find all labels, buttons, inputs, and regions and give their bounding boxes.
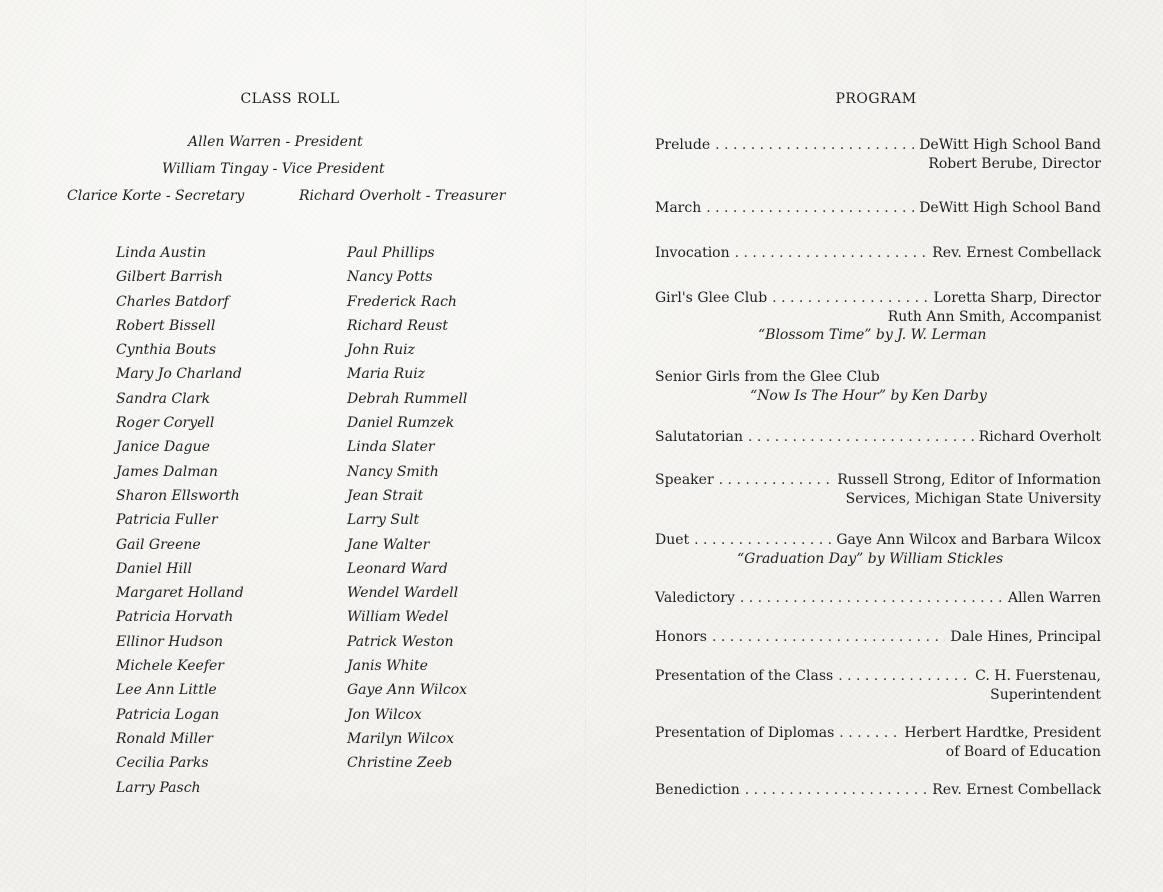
dot-leader bbox=[706, 199, 914, 218]
program-item-value: Gaye Ann Wilcox and Barbara Wilcox bbox=[836, 532, 1101, 548]
student-name: Janis White bbox=[347, 658, 428, 675]
student-name: Larry Sult bbox=[347, 512, 420, 529]
program-item-value: Loretta Sharp, Director bbox=[933, 290, 1101, 306]
dot-leader bbox=[772, 289, 928, 308]
program-item-song: “Now Is The Hour” by Ken Darby bbox=[750, 387, 987, 404]
student-name: Margaret Holland bbox=[116, 585, 244, 602]
program-item-value: DeWitt High School Band bbox=[919, 200, 1101, 216]
class-roll-heading: CLASS ROLL bbox=[240, 91, 340, 107]
program-item-presentation-diplomas bbox=[655, 724, 1101, 761]
student-name: Roger Coryell bbox=[116, 415, 215, 432]
program-item-extra: Ruth Ann Smith, Accompanist bbox=[887, 308, 1101, 325]
dot-leader bbox=[715, 136, 914, 155]
program-item-extra: Superintendent bbox=[990, 686, 1101, 703]
student-name: Jon Wilcox bbox=[347, 706, 422, 723]
student-name: James Dalman bbox=[116, 463, 218, 480]
page-fold bbox=[585, 0, 587, 892]
student-name: Charles Batdorf bbox=[116, 293, 229, 310]
program-item-value: DeWitt High School Band bbox=[919, 137, 1101, 153]
officer-treasurer: Richard Overholt - Treasurer bbox=[299, 188, 506, 204]
dot-leader bbox=[735, 244, 928, 263]
student-name: Daniel Rumzek bbox=[347, 415, 455, 432]
program-item-song: “Graduation Day” by William Stickles bbox=[737, 550, 1004, 567]
officer-vice-president: William Tingay - Vice President bbox=[162, 161, 385, 177]
student-name: Patricia Horvath bbox=[116, 609, 234, 626]
student-name: Cynthia Bouts bbox=[116, 342, 217, 359]
student-name: Christine Zeeb bbox=[347, 755, 453, 772]
dot-leader bbox=[748, 428, 974, 447]
student-name: Paul Phillips bbox=[347, 245, 435, 261]
class-roll-column-1 bbox=[116, 241, 244, 800]
dot-leader bbox=[712, 628, 945, 647]
program-item-prelude bbox=[655, 136, 1101, 173]
dot-leader bbox=[694, 531, 831, 550]
student-name: Larry Pasch bbox=[116, 779, 201, 796]
student-name: Ellinor Hudson bbox=[116, 633, 224, 650]
dot-leader bbox=[745, 781, 928, 800]
program-item-label: Salutatorian bbox=[655, 429, 743, 445]
student-name: Cecilia Parks bbox=[116, 755, 209, 772]
student-name: Marilyn Wilcox bbox=[347, 730, 454, 747]
student-name: Debrah Rummell bbox=[347, 390, 468, 407]
program-item-label: Invocation bbox=[655, 245, 730, 261]
student-name: Wendel Wardell bbox=[347, 585, 459, 602]
student-name: Janice Dague bbox=[116, 439, 210, 456]
program-item-value: Rev. Ernest Combellack bbox=[932, 245, 1101, 261]
program-item-label: Benediction bbox=[655, 782, 740, 798]
student-name: Gilbert Barrish bbox=[116, 269, 223, 286]
student-name: Gail Greene bbox=[116, 536, 201, 553]
student-name: Patricia Fuller bbox=[116, 512, 218, 529]
program-item-value: C. H. Fuerstenau, bbox=[975, 668, 1101, 684]
dot-leader bbox=[719, 471, 833, 490]
student-name: Nancy Potts bbox=[347, 269, 433, 286]
dot-leader bbox=[740, 589, 1003, 608]
student-name: Sandra Clark bbox=[116, 390, 211, 407]
program-item-label: Prelude bbox=[655, 137, 711, 153]
student-name: John Ruiz bbox=[347, 342, 415, 359]
program-item-duet bbox=[655, 531, 1101, 568]
program-heading: PROGRAM bbox=[835, 91, 917, 107]
student-name: Patrick Weston bbox=[347, 633, 454, 650]
student-name: Sharon Ellsworth bbox=[116, 487, 240, 504]
program-item-label: Presentation of the Class bbox=[655, 668, 834, 684]
program-item-label: Honors bbox=[655, 629, 707, 645]
dot-leader bbox=[838, 667, 970, 686]
program-item-benediction bbox=[655, 781, 1101, 800]
program-item-speaker bbox=[655, 471, 1101, 508]
student-name: Linda Austin bbox=[116, 245, 206, 261]
student-name: Linda Slater bbox=[347, 439, 435, 456]
program-item-label: Girl's Glee Club bbox=[655, 290, 768, 306]
student-name: William Wedel bbox=[347, 609, 449, 626]
program-item-value: Allen Warren bbox=[1007, 590, 1101, 606]
student-name: Maria Ruiz bbox=[347, 366, 426, 383]
program-item-extra: of Board of Education bbox=[945, 743, 1101, 760]
program-item-senior-girls bbox=[655, 368, 1101, 405]
student-name: Ronald Miller bbox=[116, 730, 213, 747]
student-name: Leonard Ward bbox=[347, 560, 448, 577]
program-item-march bbox=[655, 199, 1101, 218]
program-item-glee-club bbox=[655, 289, 1101, 345]
student-name: Mary Jo Charland bbox=[116, 366, 242, 383]
program-item-label: Speaker bbox=[655, 472, 714, 488]
officer-secretary: Clarice Korte - Secretary bbox=[67, 188, 245, 204]
program-item-label: Valedictory bbox=[655, 590, 735, 606]
student-name: Nancy Smith bbox=[347, 463, 439, 480]
program-item-song: “Blossom Time” by J. W. Lerman bbox=[758, 327, 987, 343]
program-item-presentation-class bbox=[655, 667, 1101, 704]
program-item-value: Dale Hines, Principal bbox=[950, 629, 1101, 645]
program-item-label: Presentation of Diplomas bbox=[655, 725, 835, 741]
program-item-valedictory bbox=[655, 589, 1101, 608]
program-item-value: Herbert Hardtke, President bbox=[904, 725, 1101, 741]
student-name: Lee Ann Little bbox=[116, 682, 217, 699]
student-name: Frederick Rach bbox=[347, 293, 457, 310]
student-name: Jane Walter bbox=[347, 536, 430, 553]
student-name: Patricia Logan bbox=[116, 706, 220, 723]
student-name: Jean Strait bbox=[347, 487, 424, 504]
dot-leader bbox=[839, 724, 899, 743]
program-item-label: Duet bbox=[655, 532, 690, 548]
class-roll-column-2 bbox=[347, 241, 467, 776]
program-item-salutatorian bbox=[655, 428, 1101, 447]
program-item-value: Rev. Ernest Combellack bbox=[932, 782, 1101, 798]
program-item-label: March bbox=[655, 200, 702, 216]
program-item-extra: Services, Michigan State University bbox=[845, 490, 1101, 507]
officer-president: Allen Warren - President bbox=[188, 134, 363, 150]
program-item-honors bbox=[655, 628, 1101, 647]
student-name: Daniel Hill bbox=[116, 560, 192, 577]
student-name: Gaye Ann Wilcox bbox=[347, 682, 468, 699]
program-item-invocation bbox=[655, 244, 1101, 263]
student-name: Robert Bissell bbox=[116, 317, 216, 334]
program-item-value: Richard Overholt bbox=[978, 429, 1101, 445]
program-item-value: Russell Strong, Editor of Information bbox=[837, 472, 1101, 488]
student-name: Richard Reust bbox=[347, 317, 448, 334]
program-item-extra: Robert Berube, Director bbox=[928, 155, 1101, 172]
student-name: Michele Keefer bbox=[116, 658, 224, 675]
program-item-label: Senior Girls from the Glee Club bbox=[655, 369, 880, 385]
